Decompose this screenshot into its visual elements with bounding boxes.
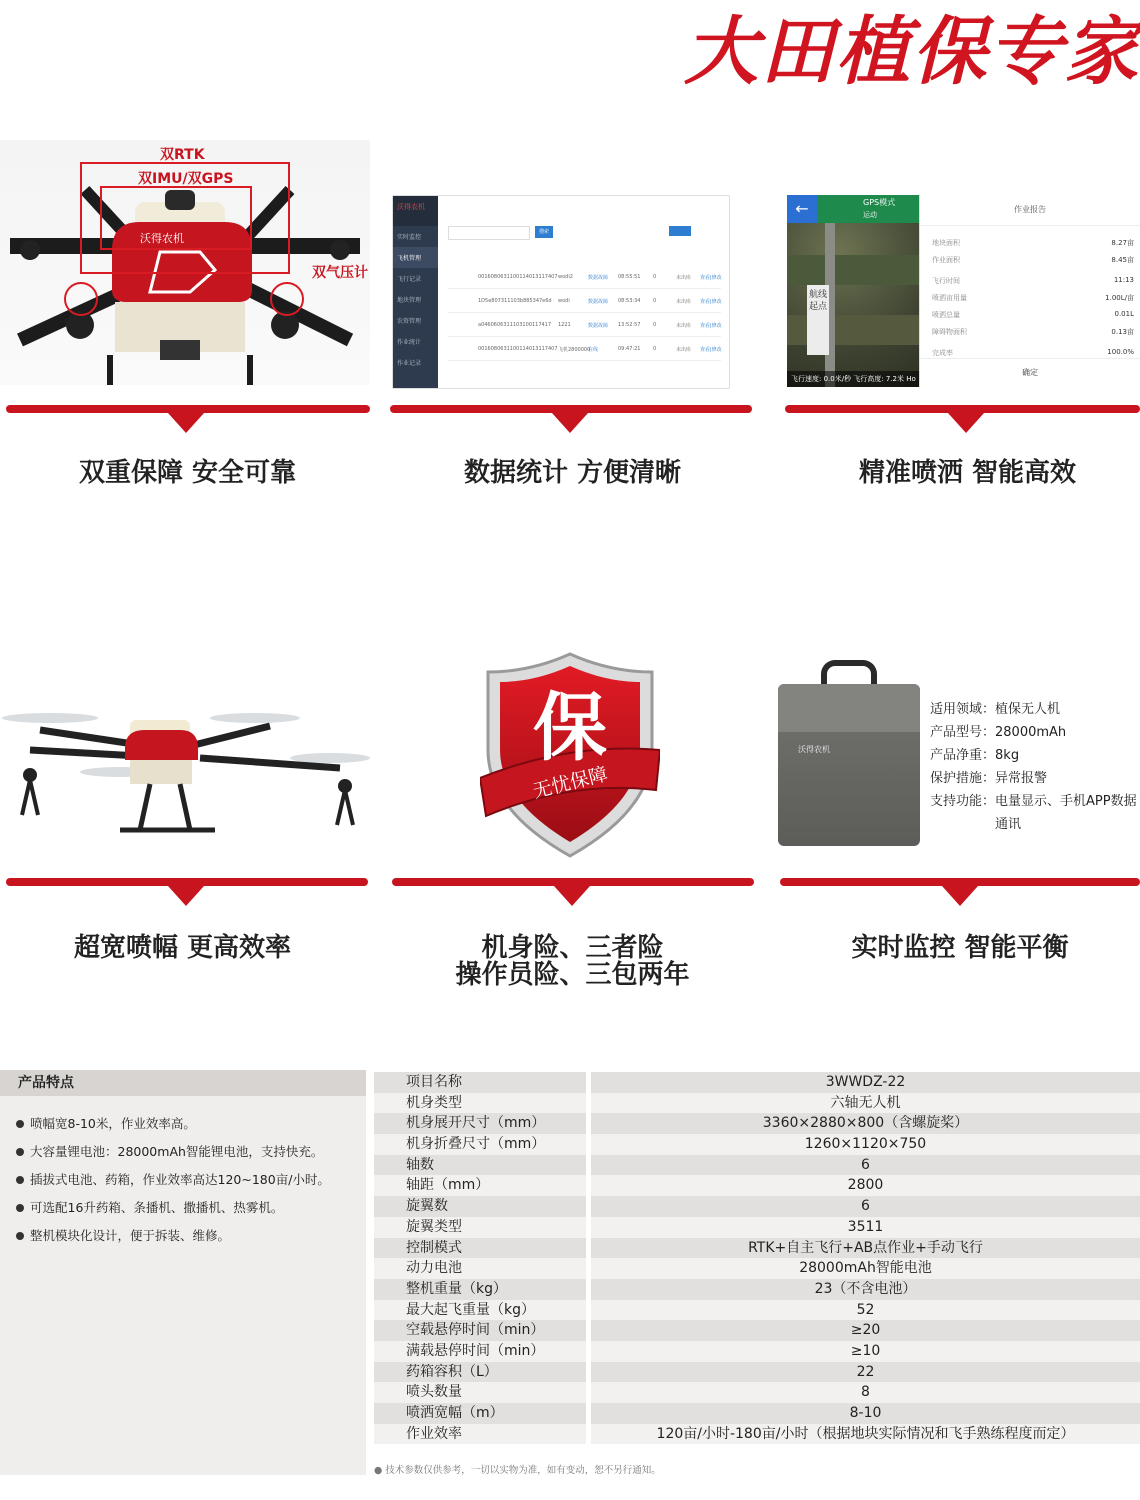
sidebar-item[interactable]: 飞行记录 [397, 276, 422, 283]
back-arrow-icon[interactable]: ← [787, 195, 817, 223]
app-report-screenshot [787, 195, 1140, 387]
annotation-label-dual-barometer: 双气压计 [312, 265, 368, 281]
spec-table [374, 1072, 1140, 1444]
red-divider-notch [948, 413, 984, 433]
dashboard-screenshot [392, 195, 730, 389]
report-row: 作业面积 8.45亩 [932, 256, 1134, 264]
list-item: 喷幅宽8-10米，作业效率高。 [16, 1110, 366, 1138]
annotation-box-dual-imu [100, 186, 252, 250]
battery-spec-row: 保护措施： 异常报警 [930, 771, 1048, 786]
work-report-panel [919, 195, 1140, 387]
table-row: 机身折叠尺寸（mm） 1260×1120×750 [374, 1134, 1140, 1155]
table-row: 动力电池 28000mAh智能电池 [374, 1258, 1140, 1279]
table-row: a0460606311103100117417 1221 数据故障 13:52:57 0 未出库 查看|修改 [448, 314, 721, 337]
product-features-panel [0, 1070, 366, 1475]
report-row: 喷洒亩用量 1.00L/亩 [932, 294, 1134, 302]
sidebar-item[interactable]: 农资管理 [397, 318, 422, 325]
battery-spec-list [930, 698, 1140, 836]
red-divider-notch [168, 886, 204, 906]
red-divider-notch [942, 886, 978, 906]
sidebar-item[interactable]: 实时监控 [397, 234, 422, 241]
table-row: 机身展开尺寸（mm） 3360×2880×800（含螺旋桨） [374, 1113, 1140, 1134]
sidebar-item[interactable]: 作业记录 [397, 360, 422, 367]
feature-card-precise-spraying [785, 140, 1140, 500]
table-row: 喷洒宽幅（m） 8-10 [374, 1403, 1140, 1424]
table-row: 1D5e807311103b885347e6d wodi 数据故障 08:53:34 0 未出库 查看|修改 [448, 290, 721, 313]
sidebar-item[interactable]: 作业统计 [397, 339, 422, 346]
feature-card-wide-spray [0, 690, 375, 990]
insurance-caption-line2: 操作员险、三包两年 [455, 960, 690, 990]
confirm-button[interactable]: 确定 [920, 358, 1140, 387]
dashboard-add-button[interactable] [669, 226, 691, 236]
drone-full-image [0, 690, 375, 855]
battery-box-image [778, 660, 920, 846]
table-row: 药箱容积（L） 22 [374, 1362, 1140, 1383]
battery-spec-row: 产品净重： 8kg [930, 748, 1020, 763]
list-item: 整机模块化设计，便于拆装、维修。 [16, 1222, 366, 1250]
table-row: 最大起飞重量（kg） 52 [374, 1300, 1140, 1321]
table-row: 旋翼数 6 [374, 1196, 1140, 1217]
list-item: 插拔式电池、药箱，作业效率高达120~180亩/小时。 [16, 1166, 366, 1194]
card-caption: 精准喷洒 智能高效 [858, 458, 1077, 488]
flight-status-readout: 飞行速度: 0.0米/秒 飞行高度: 7.2米 Ho [787, 371, 919, 387]
table-row: 空载悬停时间（min） ≥20 [374, 1320, 1140, 1341]
battery-spec-row: 支持功能： 电量显示、手机APP数据通讯 [930, 794, 1137, 832]
gps-mode-label: GPS模式 [863, 198, 896, 207]
satellite-map [787, 195, 919, 387]
dashboard-search-field[interactable] [448, 226, 530, 240]
report-row: 障碍物面积 0.13亩 [932, 328, 1134, 336]
dashboard-sidebar [393, 196, 438, 388]
table-row: 控制模式 RTK+自主飞行+AB点作业+手动飞行 [374, 1238, 1140, 1259]
drone-closeup-image [0, 140, 370, 385]
annotation-circle-left [64, 282, 98, 316]
battery-spec-row: 产品型号： 28000mAh [930, 725, 1067, 740]
red-divider-bar [6, 405, 370, 413]
red-divider-bar [392, 878, 754, 886]
annotation-label-dual-imu-gps: 双IMU/双GPS [138, 171, 234, 187]
red-divider-notch [168, 413, 204, 433]
sidebar-item[interactable]: 飞机管理 [393, 247, 438, 268]
table-row: 轴数 6 [374, 1155, 1140, 1176]
table-row: 旋翼类型 3511 [374, 1217, 1140, 1238]
card-caption: 实时监控 智能平衡 [851, 933, 1069, 963]
insurance-shield-badge [480, 650, 660, 860]
list-item: 可选配16升药箱、条播机、撒播机、热雾机。 [16, 1194, 366, 1222]
dashboard-logo: 沃得农机 [393, 196, 438, 226]
features-list [0, 1110, 366, 1250]
shield-character: 保 [533, 685, 607, 771]
annotation-label-dual-rtk: 双RTK [160, 147, 205, 163]
sidebar-item[interactable]: 地块管理 [397, 297, 422, 304]
feature-card-dual-redundancy [0, 140, 370, 500]
report-row: 飞行时间 11:13 [932, 276, 1134, 285]
card-caption: 双重保障 安全可靠 [78, 458, 297, 488]
red-divider-notch [552, 413, 588, 433]
report-row: 完成率 100.0% [932, 348, 1134, 357]
red-divider-notch [554, 886, 590, 906]
report-row: 地块面积 8.27亩 [932, 239, 1134, 247]
report-title: 作业报告 [920, 195, 1140, 226]
table-row: 作业效率 120亩/小时-180亩/小时（根据地块实际情况和飞手熟练程度而定） [374, 1424, 1140, 1445]
table-row: 轴距（mm） 2800 [374, 1175, 1140, 1196]
red-divider-bar [390, 405, 752, 413]
table-row: 项目名称 3WWDZ-22 [374, 1072, 1140, 1093]
battery-spec-row: 适用领域： 植保无人机 [930, 702, 1061, 717]
table-row: 机身类型 六轴无人机 [374, 1093, 1140, 1114]
table-row: 0016080631100114013117407 飞机2800000 在线 09:47:21 0 未出库 查看|修改 [448, 338, 721, 361]
table-row: 0016080631100114013117407 wodi2 数据故障 08:55:51 0 未出库 查看|修改 [448, 266, 721, 289]
insurance-caption-line1: 机身险、三者险 [481, 933, 664, 963]
features-heading: 产品特点 [0, 1070, 366, 1096]
annotation-circle-right [270, 282, 304, 316]
shield-banner-text: 无忧保障 [530, 763, 610, 803]
feature-card-data-statistics [390, 140, 755, 500]
disclaimer-footnote: ● 技术参数仅供参考，一切以实物为准，如有变动，恕不另行通知。 [374, 1465, 661, 1476]
list-item: 大容量锂电池：28000mAh智能锂电池，支持快充。 [16, 1138, 366, 1166]
red-divider-bar [785, 405, 1140, 413]
red-divider-bar [6, 878, 368, 886]
table-row: 满载悬停时间（min） ≥10 [374, 1341, 1140, 1362]
table-row: 喷头数量 8 [374, 1382, 1140, 1403]
gps-mode-sub: 运动 [863, 211, 877, 219]
card-caption: 数据统计 方便清晰 [463, 458, 682, 488]
page-title: 大田植保专家 [684, 9, 1140, 95]
battery-brand-label: 沃得农机 [798, 745, 830, 754]
dashboard-search-button[interactable]: 搜索 [535, 226, 553, 238]
report-row: 喷洒总量 0.01L [932, 310, 1134, 319]
card-caption: 超宽喷幅 更高效率 [73, 933, 292, 963]
red-divider-bar [780, 878, 1140, 886]
svg-text:沃得农机: 沃得农机 [140, 232, 184, 245]
route-start-tag: 航线起点 [807, 285, 829, 355]
table-row: 整机重量（kg） 23（不含电池） [374, 1279, 1140, 1300]
